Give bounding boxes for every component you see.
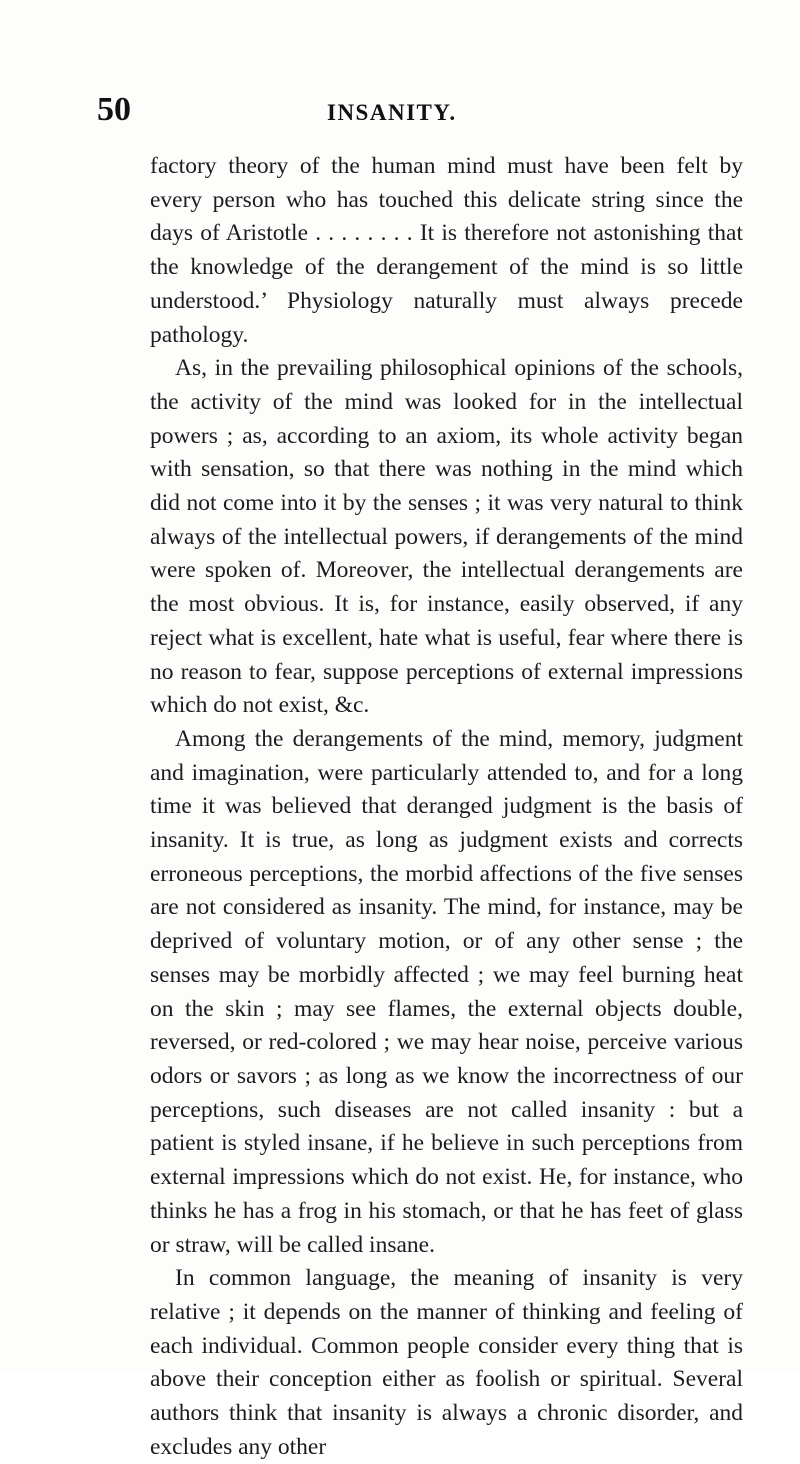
page-number: 50 — [97, 91, 131, 128]
body-text — [150, 150, 743, 1464]
paragraph-1: factory theory of the human mind must have been felt by every person who has touched this delicate string since the days of Aristotle . . . . . . . . It is therefore not astonishing that the knowledge of the derangement of the mind is so little understood.’ Physiology naturally must always precede pathology. — [150, 153, 743, 348]
running-head — [0, 90, 800, 130]
paragraph-4: In common language, the meaning of insanity is very relative ; it depends on the manner of thinking and feeling of each individual. Common people consider every thing that is above their conception either as foolish or spiritual. Several authors think that insanity is always a chronic disorder, and excludes any other — [150, 1265, 743, 1460]
paragraph-3: Among the derangements of the mind, memory, judgment and imagination, were particularly attended to, and for a long time it was believed that deranged judgment is the basis of insanity. It is true, as long as judgment exists and corrects erroneous perceptions, the morbid affections of the five senses are not considered as insanity. The mind, for instance, may be deprived of voluntary motion, or of any other sense ; the senses may be morbidly affected ; we may feel burning heat on the skin ; may see flames, the external objects double, reversed, or red-colored ; we may hear noise, perceive various odors or savors ; as long as we know the incorrectness of our perceptions, such diseases are not called insanity : but a patient is styled insane, if he believe in such perceptions from external impressions which do not exist. He, for instance, who thinks he has a frog in his stomach, or that he has feet of glass or straw, will be called insane. — [150, 725, 743, 1258]
paragraph-2: As, in the prevailing philosophical opinions of the schools, the activity of the mind was looked for in the intellectual powers ; as, according to an axiom, its whole activity began with sensation, so that there was nothing in the mind which did not come into it by the senses ; it was very natural to think always of the intellectual powers, if derangements of the mind were spoken of. Moreover, the intellectual derangements are the most obvious. It is, for instance, easily observed, if any reject what is excellent, hate what is useful, fear where there is no reason to fear, suppose perceptions of external impressions which do not exist, &c. — [150, 355, 743, 719]
running-title: INSANITY. — [327, 100, 457, 125]
